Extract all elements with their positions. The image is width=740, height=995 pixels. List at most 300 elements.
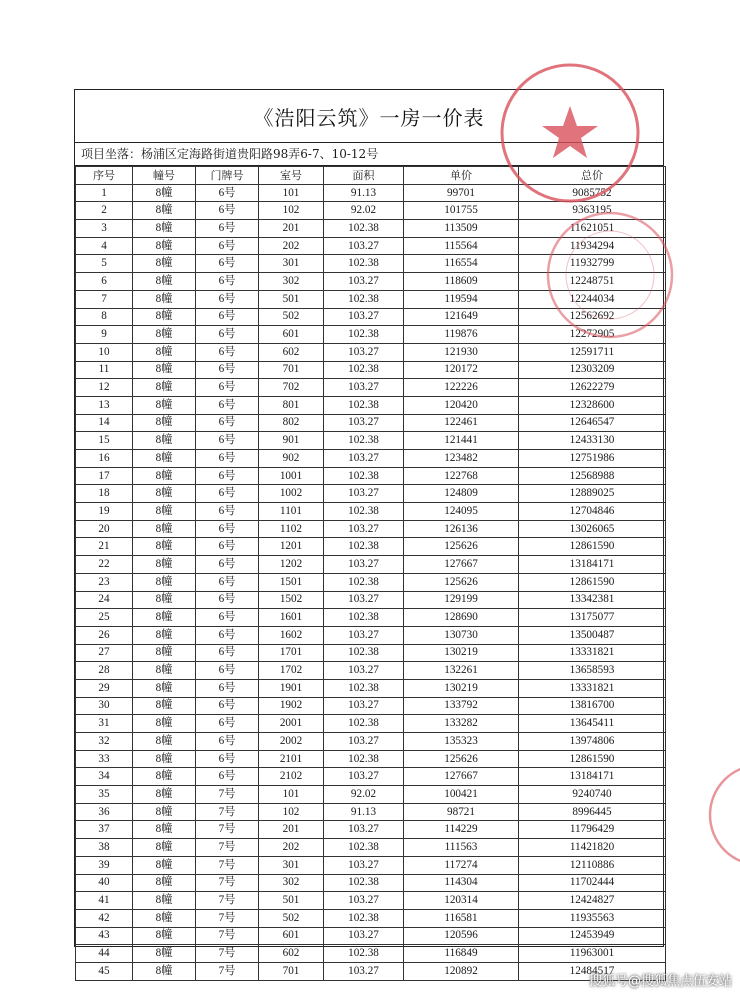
cell-area: 103.27 [324, 485, 404, 503]
cell-room-number: 302 [259, 874, 324, 892]
cell-unit-price: 113509 [404, 220, 519, 238]
cell-door-number: 7号 [196, 892, 259, 910]
cell-room-number: 301 [259, 856, 324, 874]
cell-area: 103.27 [324, 556, 404, 574]
cell-building: 8幢 [133, 750, 196, 768]
cell-unit-price: 98721 [404, 803, 519, 821]
cell-total-price: 9085752 [519, 184, 666, 202]
cell-index: 23 [76, 573, 133, 591]
cell-unit-price: 133792 [404, 697, 519, 715]
cell-unit-price: 116554 [404, 255, 519, 273]
cell-total-price: 11934294 [519, 237, 666, 255]
cell-total-price: 13184171 [519, 556, 666, 574]
cell-total-price: 11621051 [519, 220, 666, 238]
cell-room-number: 1102 [259, 520, 324, 538]
cell-area: 103.27 [324, 856, 404, 874]
table-row [76, 733, 666, 751]
cell-index: 24 [76, 591, 133, 609]
cell-area: 102.38 [324, 467, 404, 485]
cell-total-price: 13658593 [519, 662, 666, 680]
cell-total-price: 11796429 [519, 821, 666, 839]
cell-room-number: 602 [259, 343, 324, 361]
cell-room-number: 701 [259, 361, 324, 379]
cell-area: 103.27 [324, 308, 404, 326]
cell-area: 102.38 [324, 909, 404, 927]
cell-unit-price: 119594 [404, 290, 519, 308]
cell-area: 91.13 [324, 184, 404, 202]
cell-area: 102.38 [324, 396, 404, 414]
cell-total-price: 12861590 [519, 573, 666, 591]
cell-unit-price: 132261 [404, 662, 519, 680]
cell-total-price: 12568988 [519, 467, 666, 485]
cell-building: 8幢 [133, 644, 196, 662]
cell-area: 102.38 [324, 361, 404, 379]
cell-building: 8幢 [133, 273, 196, 291]
cell-building: 8幢 [133, 503, 196, 521]
cell-room-number: 2002 [259, 733, 324, 751]
cell-index: 8 [76, 308, 133, 326]
cell-area: 103.27 [324, 662, 404, 680]
cell-room-number: 801 [259, 396, 324, 414]
cell-building: 8幢 [133, 361, 196, 379]
cell-building: 8幢 [133, 485, 196, 503]
cell-total-price: 12562692 [519, 308, 666, 326]
table-row [76, 520, 666, 538]
cell-index: 39 [76, 856, 133, 874]
cell-room-number: 101 [259, 786, 324, 804]
cell-door-number: 6号 [196, 414, 259, 432]
cell-total-price: 11421820 [519, 839, 666, 857]
cell-index: 25 [76, 609, 133, 627]
cell-door-number: 7号 [196, 786, 259, 804]
cell-unit-price: 124095 [404, 503, 519, 521]
cell-index: 37 [76, 821, 133, 839]
cell-index: 42 [76, 909, 133, 927]
price-table [75, 166, 666, 981]
cell-door-number: 6号 [196, 556, 259, 574]
cell-index: 45 [76, 962, 133, 980]
cell-unit-price: 128690 [404, 609, 519, 627]
cell-room-number: 201 [259, 220, 324, 238]
cell-total-price: 12861590 [519, 538, 666, 556]
cell-unit-price: 127667 [404, 768, 519, 786]
cell-unit-price: 133282 [404, 715, 519, 733]
cell-building: 8幢 [133, 432, 196, 450]
cell-door-number: 7号 [196, 839, 259, 857]
cell-total-price: 12484517 [519, 962, 666, 980]
table-row [76, 556, 666, 574]
cell-total-price: 11935563 [519, 909, 666, 927]
cell-unit-price: 119876 [404, 326, 519, 344]
cell-building: 8幢 [133, 556, 196, 574]
cell-area: 92.02 [324, 786, 404, 804]
cell-building: 8幢 [133, 414, 196, 432]
cell-index: 38 [76, 839, 133, 857]
cell-total-price: 13184171 [519, 768, 666, 786]
table-row [76, 945, 666, 963]
cell-area: 103.27 [324, 927, 404, 945]
table-row [76, 220, 666, 238]
cell-room-number: 1201 [259, 538, 324, 556]
table-row [76, 308, 666, 326]
cell-index: 2 [76, 202, 133, 220]
table-row [76, 485, 666, 503]
cell-area: 102.38 [324, 220, 404, 238]
cell-building: 8幢 [133, 184, 196, 202]
cell-room-number: 101 [259, 184, 324, 202]
cell-total-price: 11932799 [519, 255, 666, 273]
cell-room-number: 701 [259, 962, 324, 980]
cell-unit-price: 120420 [404, 396, 519, 414]
cell-unit-price: 122768 [404, 467, 519, 485]
cell-total-price: 12110886 [519, 856, 666, 874]
cell-index: 29 [76, 679, 133, 697]
cell-total-price: 8996445 [519, 803, 666, 821]
table-row [76, 379, 666, 397]
cell-total-price: 13175077 [519, 609, 666, 627]
cell-room-number: 602 [259, 945, 324, 963]
cell-index: 21 [76, 538, 133, 556]
cell-door-number: 6号 [196, 644, 259, 662]
table-row [76, 414, 666, 432]
cell-door-number: 6号 [196, 343, 259, 361]
table-body [76, 184, 666, 980]
cell-index: 34 [76, 768, 133, 786]
table-header-row [76, 167, 666, 185]
cell-room-number: 102 [259, 202, 324, 220]
cell-total-price: 13500487 [519, 626, 666, 644]
cell-index: 26 [76, 626, 133, 644]
cell-room-number: 2001 [259, 715, 324, 733]
cell-door-number: 6号 [196, 626, 259, 644]
cell-room-number: 601 [259, 927, 324, 945]
cell-building: 8幢 [133, 467, 196, 485]
price-list-document [74, 89, 664, 977]
table-row [76, 662, 666, 680]
header-unit-price: 单价 [404, 167, 519, 185]
cell-room-number: 601 [259, 326, 324, 344]
cell-unit-price: 130219 [404, 679, 519, 697]
cell-door-number: 7号 [196, 874, 259, 892]
cell-door-number: 7号 [196, 856, 259, 874]
cell-total-price: 12861590 [519, 750, 666, 768]
cell-building: 8幢 [133, 538, 196, 556]
cell-area: 102.38 [324, 945, 404, 963]
cell-area: 102.38 [324, 679, 404, 697]
cell-door-number: 7号 [196, 927, 259, 945]
cell-building: 8幢 [133, 927, 196, 945]
cell-total-price: 12424827 [519, 892, 666, 910]
cell-room-number: 202 [259, 237, 324, 255]
source-watermark: 搜狐号@搜狐焦点伍安站 [588, 974, 732, 989]
cell-building: 8幢 [133, 379, 196, 397]
cell-room-number: 502 [259, 308, 324, 326]
cell-building: 8幢 [133, 679, 196, 697]
cell-room-number: 2102 [259, 768, 324, 786]
table-row [76, 715, 666, 733]
table-row [76, 679, 666, 697]
table-row [76, 909, 666, 927]
table-row [76, 609, 666, 627]
cell-unit-price: 111563 [404, 839, 519, 857]
cell-door-number: 6号 [196, 715, 259, 733]
cell-building: 8幢 [133, 945, 196, 963]
table-row [76, 768, 666, 786]
cell-total-price: 12591711 [519, 343, 666, 361]
header-total-price: 总价 [519, 167, 666, 185]
table-row [76, 573, 666, 591]
table-row [76, 892, 666, 910]
cell-area: 102.38 [324, 290, 404, 308]
cell-index: 6 [76, 273, 133, 291]
header-building: 幢号 [133, 167, 196, 185]
table-row [76, 839, 666, 857]
table-row [76, 273, 666, 291]
cell-door-number: 6号 [196, 697, 259, 715]
cell-unit-price: 126136 [404, 520, 519, 538]
cell-unit-price: 117274 [404, 856, 519, 874]
cell-door-number: 6号 [196, 662, 259, 680]
cell-total-price: 11702444 [519, 874, 666, 892]
cell-building: 8幢 [133, 326, 196, 344]
cell-index: 27 [76, 644, 133, 662]
cell-door-number: 6号 [196, 768, 259, 786]
cell-building: 8幢 [133, 662, 196, 680]
cell-area: 103.27 [324, 343, 404, 361]
cell-building: 8幢 [133, 803, 196, 821]
cell-building: 8幢 [133, 290, 196, 308]
cell-room-number: 501 [259, 892, 324, 910]
cell-total-price: 12248751 [519, 273, 666, 291]
table-row [76, 786, 666, 804]
cell-area: 103.27 [324, 450, 404, 468]
cell-unit-price: 114229 [404, 821, 519, 839]
cell-door-number: 7号 [196, 909, 259, 927]
cell-total-price: 13342381 [519, 591, 666, 609]
cell-area: 103.27 [324, 379, 404, 397]
cell-unit-price: 120892 [404, 962, 519, 980]
table-row [76, 874, 666, 892]
cell-unit-price: 115564 [404, 237, 519, 255]
table-row [76, 290, 666, 308]
cell-room-number: 902 [259, 450, 324, 468]
cell-total-price: 12889025 [519, 485, 666, 503]
cell-unit-price: 124809 [404, 485, 519, 503]
cell-index: 3 [76, 220, 133, 238]
cell-index: 12 [76, 379, 133, 397]
cell-building: 8幢 [133, 396, 196, 414]
cell-room-number: 502 [259, 909, 324, 927]
table-row [76, 255, 666, 273]
cell-door-number: 6号 [196, 733, 259, 751]
header-index: 序号 [76, 167, 133, 185]
cell-area: 103.27 [324, 520, 404, 538]
cell-room-number: 1701 [259, 644, 324, 662]
cell-unit-price: 125626 [404, 538, 519, 556]
cell-room-number: 302 [259, 273, 324, 291]
cell-door-number: 6号 [196, 432, 259, 450]
cell-unit-price: 135323 [404, 733, 519, 751]
table-row [76, 467, 666, 485]
cell-door-number: 6号 [196, 220, 259, 238]
cell-total-price: 13816700 [519, 697, 666, 715]
cell-index: 13 [76, 396, 133, 414]
cell-area: 102.38 [324, 644, 404, 662]
cell-door-number: 7号 [196, 821, 259, 839]
cell-unit-price: 99701 [404, 184, 519, 202]
cell-area: 103.27 [324, 962, 404, 980]
cell-area: 102.38 [324, 609, 404, 627]
cell-room-number: 102 [259, 803, 324, 821]
cell-area: 103.27 [324, 697, 404, 715]
cell-building: 8幢 [133, 839, 196, 857]
cell-door-number: 6号 [196, 290, 259, 308]
table-row [76, 184, 666, 202]
cell-index: 9 [76, 326, 133, 344]
table-row [76, 821, 666, 839]
cell-door-number: 6号 [196, 396, 259, 414]
cell-area: 102.38 [324, 326, 404, 344]
cell-unit-price: 121441 [404, 432, 519, 450]
cell-room-number: 2101 [259, 750, 324, 768]
cell-door-number: 6号 [196, 538, 259, 556]
cell-room-number: 1601 [259, 609, 324, 627]
cell-total-price: 12272905 [519, 326, 666, 344]
cell-building: 8幢 [133, 520, 196, 538]
cell-area: 102.38 [324, 503, 404, 521]
cell-unit-price: 120596 [404, 927, 519, 945]
cell-unit-price: 130219 [404, 644, 519, 662]
cell-area: 103.27 [324, 414, 404, 432]
table-row [76, 962, 666, 980]
cell-building: 8幢 [133, 909, 196, 927]
cell-total-price: 12751986 [519, 450, 666, 468]
cell-unit-price: 123482 [404, 450, 519, 468]
table-row [76, 750, 666, 768]
cell-index: 32 [76, 733, 133, 751]
cell-total-price: 12704846 [519, 503, 666, 521]
cell-room-number: 201 [259, 821, 324, 839]
table-row [76, 503, 666, 521]
table-row [76, 538, 666, 556]
cell-door-number: 7号 [196, 962, 259, 980]
cell-area: 103.27 [324, 892, 404, 910]
cell-unit-price: 120172 [404, 361, 519, 379]
cell-unit-price: 100421 [404, 786, 519, 804]
cell-building: 8幢 [133, 220, 196, 238]
cell-area: 103.27 [324, 237, 404, 255]
cell-building: 8幢 [133, 733, 196, 751]
cell-building: 8幢 [133, 237, 196, 255]
cell-room-number: 802 [259, 414, 324, 432]
cell-area: 103.27 [324, 591, 404, 609]
cell-room-number: 1002 [259, 485, 324, 503]
cell-index: 28 [76, 662, 133, 680]
cell-door-number: 6号 [196, 450, 259, 468]
cell-room-number: 1602 [259, 626, 324, 644]
cell-unit-price: 122461 [404, 414, 519, 432]
table-row [76, 326, 666, 344]
cell-room-number: 1202 [259, 556, 324, 574]
cell-index: 5 [76, 255, 133, 273]
cell-door-number: 6号 [196, 679, 259, 697]
cell-building: 8幢 [133, 626, 196, 644]
cell-door-number: 6号 [196, 308, 259, 326]
table-row [76, 803, 666, 821]
header-door-number: 门牌号 [196, 167, 259, 185]
table-row [76, 361, 666, 379]
cell-room-number: 202 [259, 839, 324, 857]
cell-unit-price: 116581 [404, 909, 519, 927]
cell-door-number: 6号 [196, 273, 259, 291]
cell-total-price: 9240740 [519, 786, 666, 804]
header-area: 面积 [324, 167, 404, 185]
cell-index: 33 [76, 750, 133, 768]
cell-total-price: 13331821 [519, 644, 666, 662]
cell-door-number: 6号 [196, 184, 259, 202]
cell-index: 10 [76, 343, 133, 361]
cell-building: 8幢 [133, 715, 196, 733]
cell-building: 8幢 [133, 450, 196, 468]
cell-index: 11 [76, 361, 133, 379]
header-room-number: 室号 [259, 167, 324, 185]
cell-index: 1 [76, 184, 133, 202]
cell-total-price: 13331821 [519, 679, 666, 697]
cell-room-number: 1902 [259, 697, 324, 715]
cell-area: 102.38 [324, 839, 404, 857]
cell-room-number: 301 [259, 255, 324, 273]
cell-unit-price: 114304 [404, 874, 519, 892]
cell-door-number: 6号 [196, 237, 259, 255]
cell-total-price: 11963001 [519, 945, 666, 963]
cell-index: 41 [76, 892, 133, 910]
cell-room-number: 1101 [259, 503, 324, 521]
cell-room-number: 1702 [259, 662, 324, 680]
cell-door-number: 6号 [196, 503, 259, 521]
cell-room-number: 501 [259, 290, 324, 308]
project-location: 项目坐落：杨浦区定海路街道贵阳路98弄6-7、10-12号 [75, 142, 663, 166]
cell-building: 8幢 [133, 856, 196, 874]
cell-building: 8幢 [133, 255, 196, 273]
cell-area: 102.38 [324, 573, 404, 591]
table-row [76, 450, 666, 468]
cell-area: 103.27 [324, 733, 404, 751]
cell-door-number: 7号 [196, 803, 259, 821]
cell-door-number: 7号 [196, 945, 259, 963]
cell-unit-price: 121649 [404, 308, 519, 326]
cell-total-price: 12328600 [519, 396, 666, 414]
cell-index: 35 [76, 786, 133, 804]
cell-area: 103.27 [324, 821, 404, 839]
cell-building: 8幢 [133, 892, 196, 910]
cell-door-number: 6号 [196, 467, 259, 485]
seal-partial-edge [690, 760, 740, 870]
cell-building: 8幢 [133, 573, 196, 591]
cell-area: 102.38 [324, 750, 404, 768]
cell-total-price: 13645411 [519, 715, 666, 733]
cell-room-number: 901 [259, 432, 324, 450]
cell-building: 8幢 [133, 343, 196, 361]
cell-index: 20 [76, 520, 133, 538]
table-row [76, 591, 666, 609]
cell-door-number: 6号 [196, 485, 259, 503]
cell-index: 18 [76, 485, 133, 503]
table-row [76, 237, 666, 255]
cell-index: 14 [76, 414, 133, 432]
table-row [76, 644, 666, 662]
cell-door-number: 6号 [196, 202, 259, 220]
cell-area: 102.38 [324, 874, 404, 892]
